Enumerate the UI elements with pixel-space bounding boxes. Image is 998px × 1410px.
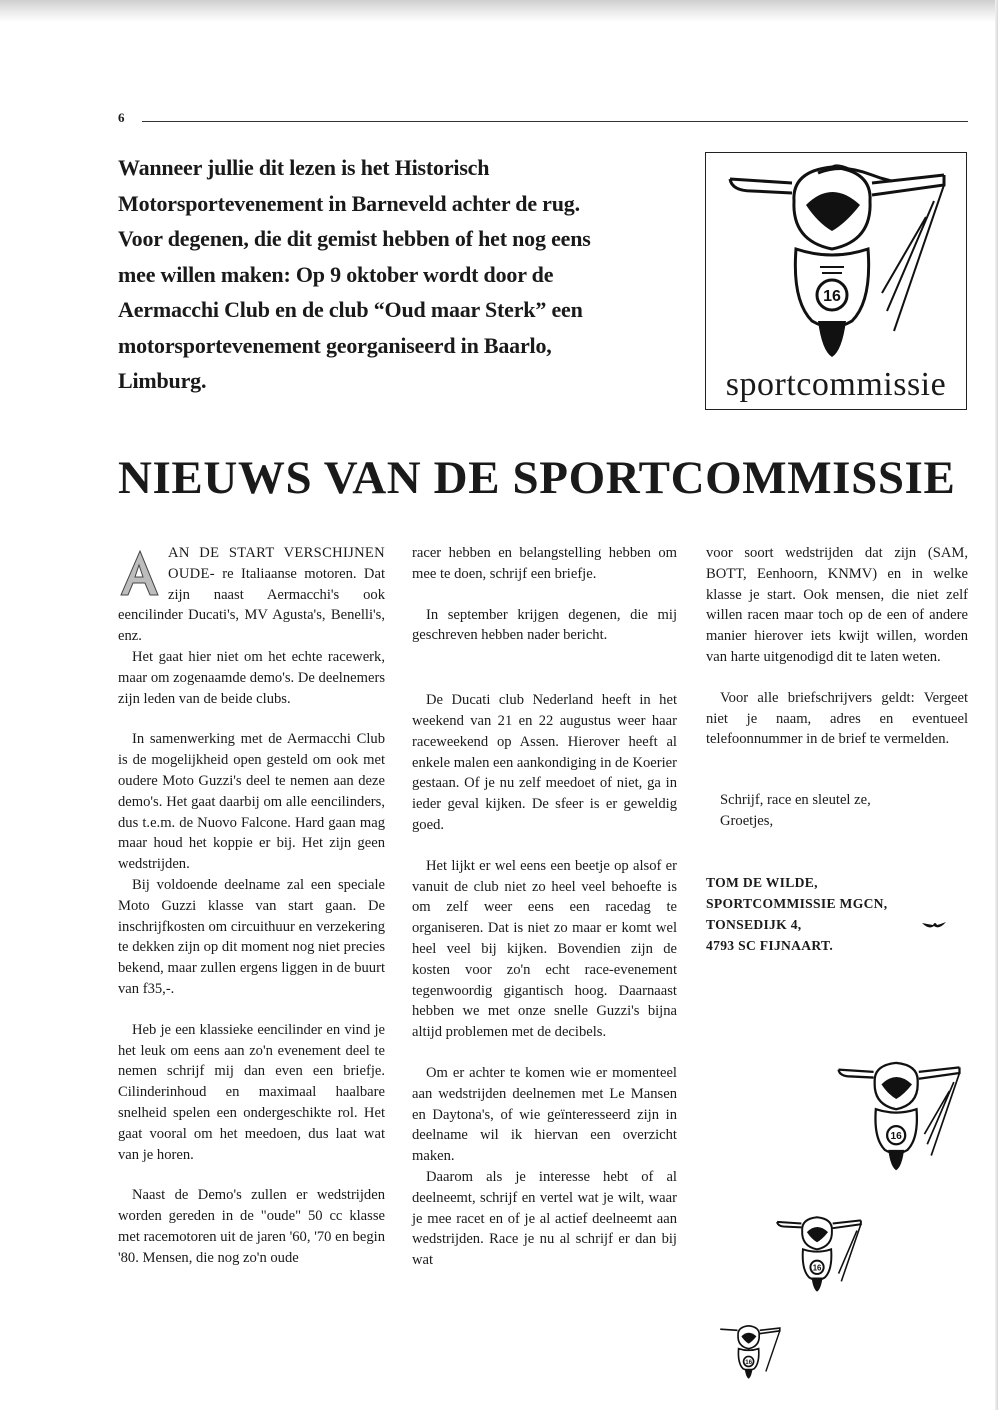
motorcycle-racer-icon	[774, 1212, 864, 1296]
paragraph: Bij voldoende deelname zal een speciale Moto Guzzi klasse van start gaan. De inschrijfkosten om circuithuur en verzekering te dekken zijn op dit moment nog niet precies bekend, maar zullen ergens liggen in de buurt van f35,-.	[118, 876, 385, 997]
scan-top-shadow	[0, 0, 998, 22]
race-number: 16	[812, 1263, 822, 1273]
svg-text:A: A	[140, 593, 141, 594]
paragraph: Om er achter te komen wie er momenteel aan wedstrijden deelnemen met Le Mansen en Daytona's, of wie geïnteresseerd zijn in deelname wil ik hiervan een overzicht maken.	[412, 1064, 677, 1165]
signature-role: SPORTCOMMISSIE MGCN,	[706, 895, 888, 911]
paragraph: Schrijf, race en sleutel ze,	[720, 792, 871, 809]
signature-street: TONSEDIJK 4,	[706, 916, 802, 932]
logo-caption: sportcommissie	[725, 366, 947, 403]
intro-paragraph	[118, 150, 678, 399]
motorcycle-racer-icon	[834, 1056, 964, 1176]
paragraph: Het lijkt er wel eens een beetje op alsof er vanuit de club niet zo heel veel behoefte is om zelf weer eens een racedag te organiseren. Dat is niet zo maar er komt wel heel veel bij kijken. Bovendien zijn de kosten voor zo'n echt race-evenement tegenwoordig gigantisch hoog. Daarnaast hebben we met onze snelle Guzzi's bijna altijd problemen met de decibels.	[412, 857, 677, 1041]
bird-icon	[921, 920, 947, 934]
signature-name: TOM DE WILDE,	[706, 874, 818, 890]
page-number: 6	[118, 110, 125, 125]
dropcap-letter	[118, 549, 162, 597]
paragraph: Voor alle briefschrijvers geldt: Vergeet niet je naam, adres en eventueel telefoonnummer in de brief te vermelden.	[706, 689, 968, 748]
paragraph-text: re Italiaanse motoren. Dat zijn naast Aermacchi's ook eencilinder Ducati's, MV Agusta's, Benelli's, enz.	[118, 565, 385, 645]
first-paragraph	[118, 543, 385, 647]
article-column-2	[412, 543, 677, 1271]
article-column-1	[118, 543, 385, 1269]
motorcycle-racer-icon	[718, 1322, 782, 1382]
paragraph: Het gaat hier niet om het echte racewerk, maar om zogenaamde demo's. De deelnemers zijn leden van de beide clubs.	[118, 648, 385, 707]
intro-line: Voor degenen, die dit gemist hebben of het nog eens	[118, 226, 591, 251]
race-number: 16	[745, 1358, 753, 1366]
signature-city: 4793 SC FIJNAART.	[706, 937, 834, 953]
article-headline: NIEUWS VAN DE SPORTCOMMISSIE	[118, 452, 956, 504]
signature-block	[706, 872, 968, 956]
paragraph: De Ducati club Nederland heeft in het weekend van 21 en 22 augustus weer haar raceweekend op Assen. Hierover heeft al enkele malen een aankondiging in de Koerier gestaan. Of je nu zelf meedoet of niet, ga in ieder geval kijken. De sfeer is er geweldig goed.	[412, 692, 678, 833]
paragraph: Heb je een klassieke eencilinder en vind je het leuk om eens aan zo'n evenement deel te nemen schrijf mij dan even een briefje. Cilinderinhoud en maximaal haalbare snelheid spelen een ondergeschikte rol. Het gaat vooral om het meedoen, dus laat wat van je horen.	[118, 1021, 385, 1163]
sportcommissie-logo	[705, 152, 967, 410]
paragraph: In samenwerking met de Aermacchi Club is de mogelijkheid open gesteld om ook met oudere Moto Guzzi's deel te nemen aan deze demo's. Het gaat daarbij om alle eencilinders, dus t.e.m. de Nuovo Falcone. Hard gaan mag maar houd het koppie er bij. Het zijn geen wedstrijden.	[118, 731, 385, 873]
intro-line: mee willen maken: Op 9 oktober wordt door de	[118, 261, 554, 287]
lead-in-text: AN DE START VERSCHIJNEN OUDE-	[168, 545, 385, 582]
header-rule	[142, 121, 968, 122]
paragraph: racer hebben en belangstelling hebben om mee te doen, schrijf een briefje.	[412, 545, 677, 582]
race-number: 16	[823, 288, 841, 305]
paragraph: voor soort wedstrijden dat zijn (SAM, BOTT, Eenhoorn, KNMV) en in welke klasse je start. Ook mensen, die niet zelf willen racen maar toch op de een of andere manier hierover iets kwijt willen, worden van harte uitgenodigd dit te laten weten.	[706, 545, 968, 665]
intro-line: Wanneer jullie dit lezen is het Historisch	[118, 155, 490, 180]
intro-line: Aermacchi Club en de club “Oud maar Sterk” een	[118, 297, 583, 322]
motorcycle-racer-icon	[722, 161, 952, 361]
intro-line: motorsportevenement georganiseerd in Baarlo,	[118, 332, 552, 358]
paragraph: Groetjes,	[720, 812, 774, 829]
paragraph: In september krijgen degenen, die mij geschreven hebben nader bericht.	[412, 606, 677, 644]
paragraph: Daarom als je interesse hebt of al deelneemt, schrijf en vertel wat je wilt, waar je mee racet en of je al actief deelneemt aan wedstrijden. Race je nu al schrijf er dan bij wat	[412, 1168, 677, 1269]
intro-line: Motorsportevenement in Barneveld achter de rug.	[118, 190, 580, 216]
article-column-3	[706, 543, 968, 956]
paragraph: Naast de Demo's zullen er wedstrijden worden gereden in de "oude" 50 cc klasse met racemotoren uit de jaren '60, '70 en begin '80. Mensen, die nog zo'n oude	[118, 1187, 385, 1266]
intro-line: Limburg.	[118, 368, 207, 393]
race-number: 16	[890, 1131, 902, 1143]
